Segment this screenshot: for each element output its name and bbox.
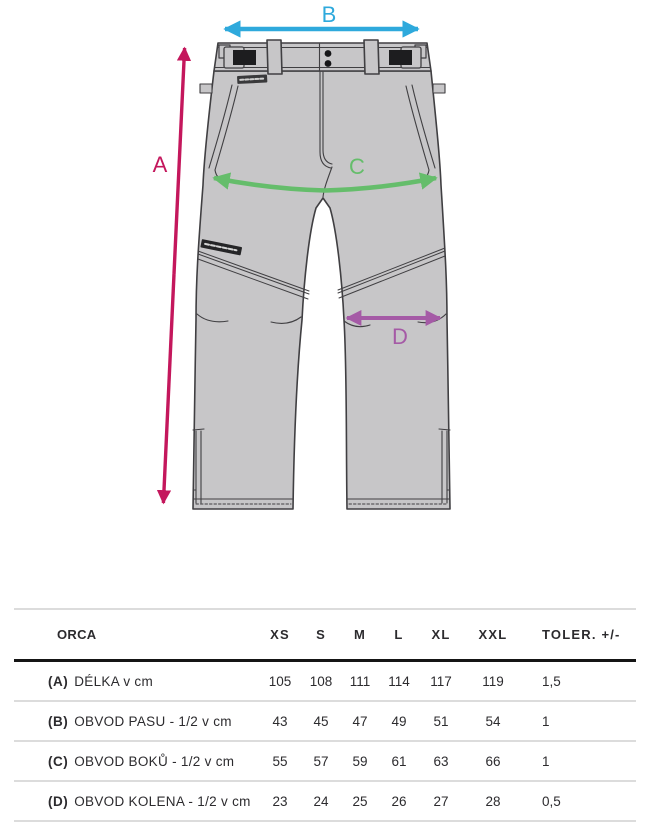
size-table (14, 608, 636, 822)
size-value: 47 (352, 713, 368, 729)
tolerance-value: 0,5 (542, 793, 561, 809)
size-value: 105 (268, 673, 292, 689)
tolerance-value: 1 (542, 753, 550, 769)
table-row-length (14, 662, 636, 702)
size-value: 27 (433, 793, 449, 809)
table-row-waist (14, 702, 636, 742)
size-col-header-xxl: XXL (478, 627, 508, 642)
measurement-label (14, 754, 259, 769)
measure-arrow-b (225, 2, 418, 29)
size-value: 54 (485, 713, 501, 729)
size-col-header-xl: XL (431, 627, 451, 642)
tolerance-value: 1,5 (542, 673, 561, 689)
waist-brand-label (237, 74, 267, 84)
size-value: 108 (309, 673, 333, 689)
size-value: 55 (272, 753, 288, 769)
tolerance-col-header: TOLER. +/- (542, 627, 621, 642)
size-value: 117 (430, 673, 452, 689)
arrow-label-d: D (392, 324, 408, 349)
arrow-label-a: A (152, 152, 168, 177)
size-value: 119 (482, 673, 504, 689)
size-value: 66 (485, 753, 501, 769)
pants-drawing (193, 40, 450, 509)
size-value: 57 (313, 753, 329, 769)
size-value: 111 (349, 673, 371, 689)
measurement-label (14, 674, 259, 689)
size-col-header-m: M (353, 627, 367, 642)
size-value: 114 (388, 673, 410, 689)
size-value: 26 (391, 793, 407, 809)
measurement-letter: (A) (48, 673, 69, 689)
size-value: 45 (313, 713, 329, 729)
size-value: 63 (433, 753, 449, 769)
size-table-header-row (14, 610, 636, 662)
tolerance-value: 1 (542, 713, 550, 729)
measurement-letter: (D) (48, 793, 69, 809)
table-row-knee (14, 782, 636, 822)
measurement-letter: (B) (48, 713, 69, 729)
arrow-label-c: C (349, 154, 365, 179)
size-value: 23 (272, 793, 288, 809)
side-tab-left (200, 84, 212, 93)
arrow-label-b: B (321, 2, 337, 27)
size-value: 25 (352, 793, 368, 809)
measurement-name: OBVOD PASU - 1/2 v cm (74, 713, 232, 729)
size-value: 43 (272, 713, 288, 729)
table-row-hips (14, 742, 636, 782)
size-value: 49 (391, 713, 407, 729)
size-value: 51 (433, 713, 449, 729)
size-col-header-l: L (394, 627, 404, 642)
measurement-name: OBVOD BOKŮ - 1/2 v cm (74, 753, 235, 769)
measurement-letter: (C) (48, 753, 69, 769)
measurement-label (14, 794, 259, 809)
size-value: 24 (313, 793, 329, 809)
measurement-label (14, 714, 259, 729)
product-name-header: ORCA (57, 627, 97, 642)
size-col-header-s: S (316, 627, 326, 642)
measurement-name: OBVOD KOLENA - 1/2 v cm (74, 793, 251, 809)
size-value: 28 (485, 793, 501, 809)
measurement-name: DÉLKA v cm (74, 673, 154, 689)
measure-arrow-a (153, 48, 185, 503)
size-value: 59 (352, 753, 368, 769)
side-tab-right (433, 84, 445, 93)
pants-body (193, 71, 450, 509)
size-value: 61 (391, 753, 407, 769)
size-col-header-xs: XS (270, 627, 290, 642)
